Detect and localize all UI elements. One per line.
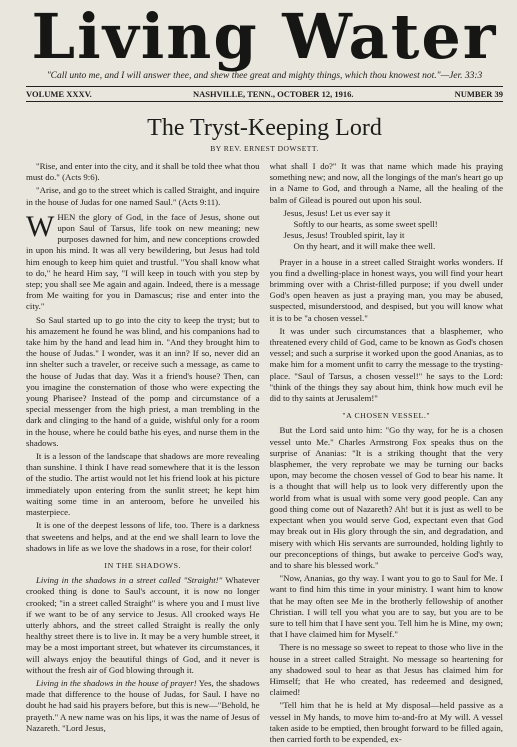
- paragraph: Prayer in a house in a street called Straight works wonders. If you find a dwelling-place in honest ways, you will find your heart brimming over with a Christ-filled purpose; if you dwell under God's open heaven as just a praying man, you may be abused, suspected, misunderstood, and despised, but you will know what it is to be "a chosen vessel.": [269, 256, 503, 323]
- article-columns: [26, 161, 503, 747]
- verse-line: Softly to our hearts, as some sweet spell!: [293, 219, 438, 230]
- masthead-motto: "Call unto me, and I will answer thee, and shew thee great and mighty things, which thou knowest not."—Jer. 33:3: [46, 71, 483, 81]
- masthead: [26, 0, 503, 82]
- paragraph: It is a lesson of the landscape that shadows are more revealing than sunshine. I think I have read somewhere that it is the lesson of the studio. The artist would not let his friend look at his picture immediately upon entering from the sunlit street; he kept him waiting some time in an anteroom, before he unveiled his masterpiece.: [26, 451, 260, 518]
- verse-line: Jesus, Jesus! Troubled spirit, lay it: [283, 230, 405, 241]
- section-heading: "A CHOSEN VESSEL.": [342, 411, 431, 421]
- verse-line: Jesus, Jesus! Let us ever say it: [283, 207, 391, 218]
- paragraph: "Tell him that he is held at My disposal—held passive as a vessel in My hands, to move him to-and-fro at My will. A vessel taken aside to be emptied, then brought forward to be filled again, then carried forth to be expended, ex-: [269, 700, 503, 744]
- section-heading: IN THE SHADOWS.: [104, 560, 182, 570]
- italic-lead: Living in the shadows in a street called "Straight!": [36, 575, 223, 586]
- paragraph: But the Lord said unto him: "Go thy way, for he is a chosen vessel unto Me." Charles Armstrong Fox speaks thus on the surprise of Ananias: "It is a striking thought that the very blasphemer, the very reprobate we may be turning our backs upon, may become the chosen vessel of God to bear his name. It is a thought that will help us to look very differently upon the world from what is usual with some very good people. Can any good thing come out of Nazareth? Ah! but it is just as well to be expectant when you would serve God, expectant even that God may break out in His glory through the sin, and degradation, and misery with which His servants are surrounded, holding lightly to our preconceptions of things, but awake to perceive God's way, and to share his blessed work.": [269, 425, 503, 570]
- paragraph: There is no message so sweet to repeat to those who live in the house in a street called Straight. No message so heartening for any shadowed soul to hear as that Jesus has claimed him for Himself; that He who created, has redeemed and designed, claimed!: [269, 642, 503, 698]
- epigraph: "Rise, and enter into the city, and it shall be told thee what thou must do." (Acts 9:6).: [26, 161, 260, 183]
- paragraph: what shall I do?" It was that name which made his praying something new; and now, all the longings of the man's heart go up in a Name to God, and through a Name, all the healing of the balm of Gilead is poured out upon his soul.: [269, 161, 503, 205]
- paragraph: So Saul started up to go into the city to keep the tryst; but to his amazement he found he was blind, and his companions had to take him by the hand and lead him in. "And they brought him to the house of Judas." I wonder, was it an inn? If so, never did an inn shelter such a traveler, or receive such a message, as came to the house of Judas that day. Was it a friend's house? Then, can you imagine the consternation of those who were expecting the young Pharisee? Instead of the pomp and circumstance of a special messenger from the high priest, a man trembling in the dark and clinging to the hand of a guide, wishful only for a room in the house, where he could bathe his eyes, and nurse them in the shadows.: [26, 314, 260, 448]
- issue-rule: [26, 101, 503, 102]
- article-title: The Tryst-Keeping Lord: [147, 115, 382, 141]
- issue-info: [26, 87, 503, 101]
- right-column: [270, 161, 504, 747]
- paragraph: "Now, Ananias, go thy way. I want you to go to Saul for Me. I want to find him this time in your ministry. I want him to know that he may often see Me in the brotherly fellowship of another Christian. I will tell you what you are to say, but you are to be sure to tell him that I have sent you. Tell him he is Mine, my own; that I have claimed him for Myself.": [269, 573, 503, 640]
- epigraph: "Arise, and go to the street which is called Straight, and inquire in the house of Judas for one named Saul." (Acts 9:11).: [26, 185, 260, 207]
- paragraph: Living in the shadows in the house of prayer! Yes, the shadows made that difference to the house of Judas, for Saul. I have no doubt he had said his prayers before, but this is new—"Behold, he prayeth." A new name was on his lips, it was the name of Jesus of Nazareth. "Lord Jesus,: [26, 677, 260, 733]
- issue-number: NUMBER 39: [454, 89, 503, 99]
- volume: VOLUME XXXV.: [26, 89, 92, 99]
- paragraph: Living in the shadows in a street called "Straight!" Whatever crooked thing is done to Saul's account, it is now no longer crooked; "in a street called Straight" is where you and I must live if we want to be of any service to Jesus. All crooked ways He utterly abhors, and the street called Straight is really the only healthy street there is to live in. It may be a very humble street, it may be a most important street, but whatever its circumstances, it will always enjoy the beautiful things of God, and it never is without the fresh air of God blowing through it.: [26, 575, 260, 675]
- left-column: [26, 161, 260, 747]
- masthead-title: Living Water: [31, 0, 498, 73]
- verse-line: On thy heart, and it will make thee well.: [293, 241, 436, 252]
- dateline: NASHVILLE, TENN., OCTOBER 12, 1916.: [192, 89, 354, 99]
- paragraph: WHEN the glory of God, in the face of Jesus, shone out upon Saul of Tarsus, life took on new meaning; new purposes dawned for him, and new conceptions crowded in upon his mind. It was all very bewildering, but Jesus had told him enough to keep him quiet and trustful. "You shall know what to do," he heard Him say, "I will keep in touch with you step by step; you shall see Me again and again. Indeed, there is a message from Me waiting for you in Damascus; rise and enter into the city.": [26, 209, 260, 312]
- article-byline: BY REV. ERNEST DOWSETT.: [210, 144, 319, 153]
- italic-lead: Living in the shadows in the house of prayer!: [36, 677, 197, 688]
- paragraph: It was under such circumstances that a blasphemer, who threatened every child of God, came to be known as God's chosen vessel; and such a surprise it worked upon the good Ananias, as to make him for a moment unfit to carry the message to the trysting-place. "Saul of Tarsus, a chosen vessel!" he says to the Lord: "think of the things they say about him, think how much evil he did to thy saints at Jerusalem!": [269, 325, 503, 404]
- hymn-verse: [284, 208, 504, 253]
- paragraph: It is one of the deepest lessons of life, too. There is a darkness that sweetens and helps, and at the end we shall learn to love the shadows in life as we love the shadows in a rose, for their color!: [26, 520, 260, 553]
- drop-cap: W: [26, 209, 55, 243]
